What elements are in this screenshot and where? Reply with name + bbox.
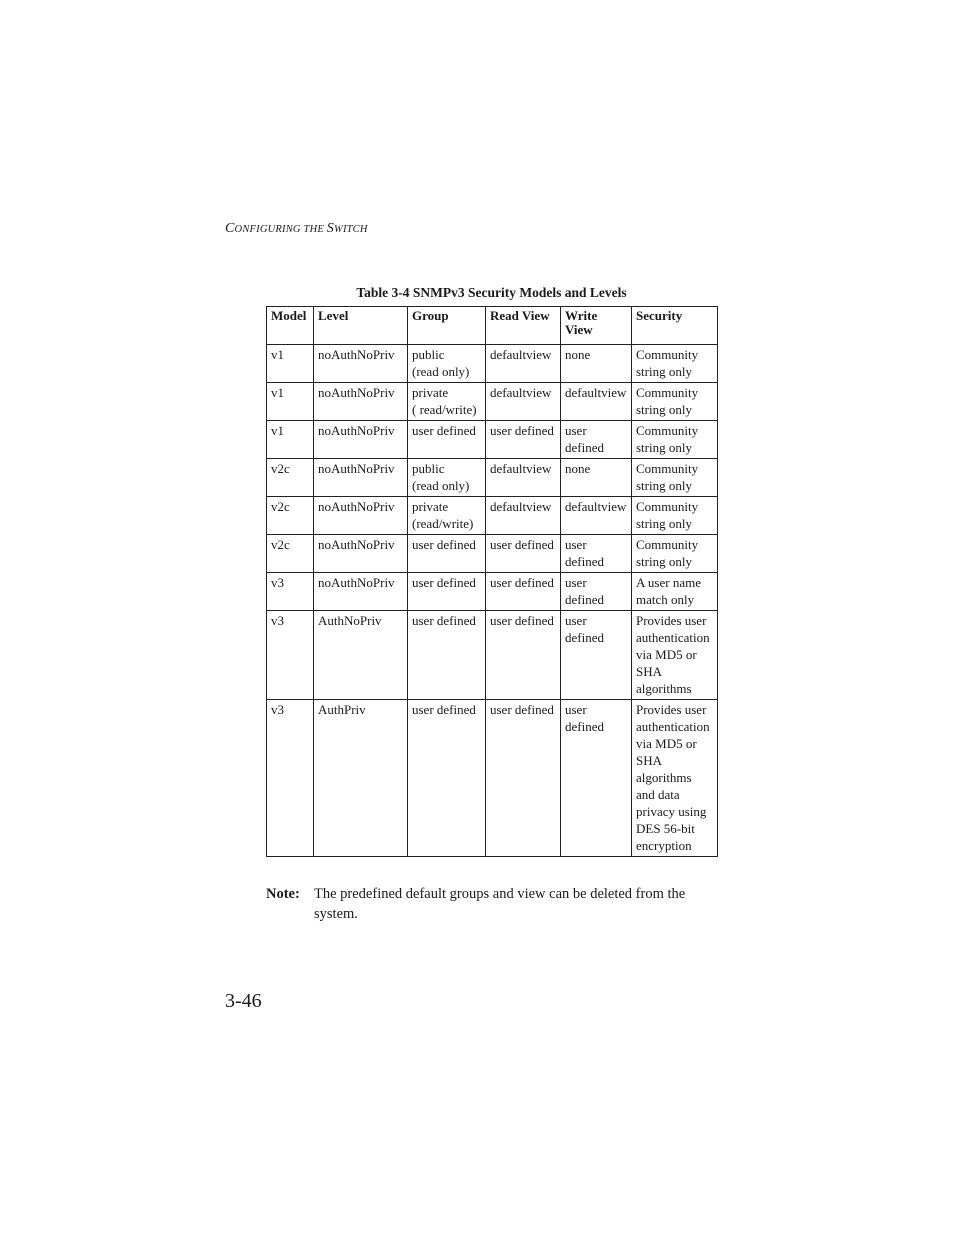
cell-group: user defined xyxy=(408,573,486,611)
cell-security: Community string only xyxy=(632,535,718,573)
cell-read-view: defaultview xyxy=(486,345,561,383)
running-header-small-2: WITCH xyxy=(334,224,368,235)
cell-level: AuthNoPriv xyxy=(314,611,408,700)
column-header-group: Group xyxy=(408,307,486,345)
cell-read-view: defaultview xyxy=(486,497,561,535)
cell-level: noAuthNoPriv xyxy=(314,383,408,421)
table-row xyxy=(267,535,718,573)
cell-read-view: user defined xyxy=(486,535,561,573)
cell-model: v2c xyxy=(267,459,314,497)
security-models-table xyxy=(266,306,718,857)
table-caption: Table 3-4 SNMPv3 Security Models and Levels xyxy=(356,285,627,300)
note-text: The predefined default groups and view can be deleted from the system. xyxy=(314,886,686,922)
cell-write-view: none xyxy=(561,459,632,497)
cell-group: public (read only) xyxy=(408,459,486,497)
cell-security: Provides user authentication via MD5 or SHA algorithms and data privacy using DES 56-bit encryption xyxy=(632,700,718,857)
cell-model: v1 xyxy=(267,383,314,421)
cell-security: Provides user authentication via MD5 or SHA algorithms xyxy=(632,611,718,700)
cell-write-view: user defined xyxy=(561,535,632,573)
cell-read-view: user defined xyxy=(486,611,561,700)
table-header-row xyxy=(267,307,718,345)
table-row xyxy=(267,700,718,857)
column-header-security: Security xyxy=(632,307,718,345)
cell-security: Community string only xyxy=(632,497,718,535)
cell-level: noAuthNoPriv xyxy=(314,459,408,497)
cell-model: v3 xyxy=(267,700,314,857)
cell-model: v1 xyxy=(267,421,314,459)
cell-group: user defined xyxy=(408,535,486,573)
cell-security: Community string only xyxy=(632,383,718,421)
page-number: 3-46 xyxy=(225,990,262,1012)
cell-model: v2c xyxy=(267,535,314,573)
cell-level: noAuthNoPriv xyxy=(314,573,408,611)
cell-group: private (read/write) xyxy=(408,497,486,535)
cell-write-view: user defined xyxy=(561,700,632,857)
running-header-small-1: ONFIGURING THE xyxy=(234,224,327,235)
cell-group: private ( read/write) xyxy=(408,383,486,421)
cell-model: v2c xyxy=(267,497,314,535)
cell-write-view: user defined xyxy=(561,611,632,700)
cell-read-view: user defined xyxy=(486,573,561,611)
cell-model: v1 xyxy=(267,345,314,383)
cell-write-view: user defined xyxy=(561,421,632,459)
column-header-level: Level xyxy=(314,307,408,345)
cell-read-view: user defined xyxy=(486,700,561,857)
column-header-model: Model xyxy=(267,307,314,345)
cell-group: public (read only) xyxy=(408,345,486,383)
table-row xyxy=(267,421,718,459)
cell-level: noAuthNoPriv xyxy=(314,497,408,535)
cell-read-view: defaultview xyxy=(486,459,561,497)
cell-security: Community string only xyxy=(632,345,718,383)
cell-level: noAuthNoPriv xyxy=(314,345,408,383)
cell-security: Community string only xyxy=(632,459,718,497)
running-header-cap-2: S xyxy=(326,221,334,236)
cell-security: Community string only xyxy=(632,421,718,459)
cell-level: noAuthNoPriv xyxy=(314,421,408,459)
note xyxy=(266,884,716,924)
cell-read-view: defaultview xyxy=(486,383,561,421)
cell-write-view: defaultview xyxy=(561,383,632,421)
cell-security: A user name match only xyxy=(632,573,718,611)
running-header-cap-1: C xyxy=(225,221,235,236)
cell-write-view: user defined xyxy=(561,573,632,611)
table-row xyxy=(267,383,718,421)
cell-model: v3 xyxy=(267,611,314,700)
cell-level: noAuthNoPriv xyxy=(314,535,408,573)
table-row xyxy=(267,611,718,700)
table-row xyxy=(267,573,718,611)
column-header-read-view: Read View xyxy=(486,307,561,345)
cell-model: v3 xyxy=(267,573,314,611)
cell-read-view: user defined xyxy=(486,421,561,459)
table-row xyxy=(267,497,718,535)
running-header xyxy=(225,221,368,237)
cell-write-view: defaultview xyxy=(561,497,632,535)
cell-write-view: none xyxy=(561,345,632,383)
cell-group: user defined xyxy=(408,421,486,459)
cell-level: AuthPriv xyxy=(314,700,408,857)
column-header-write-view: Write View xyxy=(561,307,632,345)
table-row xyxy=(267,459,718,497)
note-label: Note: xyxy=(266,886,300,902)
cell-group: user defined xyxy=(408,611,486,700)
cell-group: user defined xyxy=(408,700,486,857)
table-row xyxy=(267,345,718,383)
